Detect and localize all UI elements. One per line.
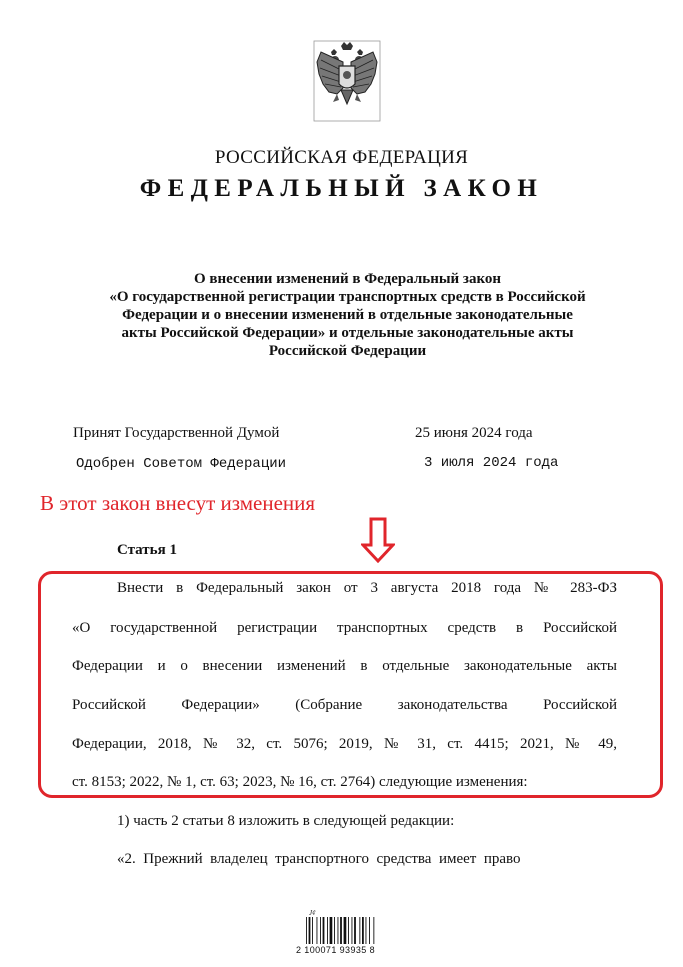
council-approval-date: 3 июля 2024 года [424,455,559,471]
law-title-line: акты Российской Федерации» и отдельные законодательные акты [121,325,574,341]
barcode-bar [323,917,325,944]
barcode-bar [340,917,342,944]
barcode-bar [366,917,367,944]
law-title-line: Федерации и о внесении изменений в отдельные законодательные [122,307,573,323]
article-text-line: «О государственной регистрации транспортных средств в Российской [72,620,617,636]
barcode-bar [359,917,360,944]
barcode-bar [338,917,339,944]
article-heading: Статья 1 [117,542,177,558]
article-text-line: Внести в Федеральный закон от 3 августа 2018 года № 283-ФЗ [117,580,617,596]
barcode-bar [306,917,307,944]
article-text-line: ст. 8153; 2022, № 1, ст. 63; 2023, № 16, ст. 2764) следующие изменения: [72,774,528,790]
law-title-line: О внесении изменений в Федеральный закон [193,271,502,287]
svg-text:J¢: J¢ [309,909,316,917]
barcode-bar [320,917,321,944]
barcode-bar [348,917,349,944]
council-approval-label: Одобрен Советом Федерации [76,456,287,472]
barcode-bar [312,917,313,944]
arrow-down-icon [361,517,395,563]
barcode-bar [317,917,318,944]
barcode-bar [330,917,333,944]
barcode-bar [352,917,353,944]
law-title-line: «О государственной регистрации транспортных средств в Российской [109,289,586,305]
highlight-box [38,571,663,798]
barcode-bar [369,917,370,944]
barcode-bar [354,917,356,944]
barcode [296,908,392,967]
country-heading: РОССИЙСКАЯ ФЕДЕРАЦИЯ [214,147,469,168]
barcode-bar [309,917,311,944]
barcode-bar [334,917,335,944]
law-type-heading: ФЕДЕРАЛЬНЫЙ ЗАКОН [139,175,544,202]
article-item: 1) часть 2 статьи 8 изложить в следующей редакции: [117,813,455,829]
duma-adoption-label: Принят Государственной Думой [73,425,280,441]
quoted-text-line: «2. Прежний владелец транспортного средства имеет право [117,851,521,867]
article-text-line: Федерации, 2018, № 32, ст. 5076; 2019, № 31, ст. 4415; 2021, № 49, [72,736,617,752]
barcode-bar [373,917,374,944]
article-text-line: Российской Федерации» (Собрание законодательства Российской [72,697,617,713]
coat-of-arms-icon [313,40,381,122]
article-text-line: Федерации и о внесении изменений в отдельные законодательные акты [72,658,617,674]
duma-adoption-date: 25 июня 2024 года [415,425,533,441]
law-title-line: Российской Федерации [268,343,427,359]
annotation-text: В этот закон внесут изменения [40,491,316,515]
barcode-bar [327,917,328,944]
barcode-bar [362,917,364,944]
law-title [60,270,635,360]
barcode-bar [344,917,347,944]
barcode-number: 2 100071 93935 8 [296,945,375,955]
